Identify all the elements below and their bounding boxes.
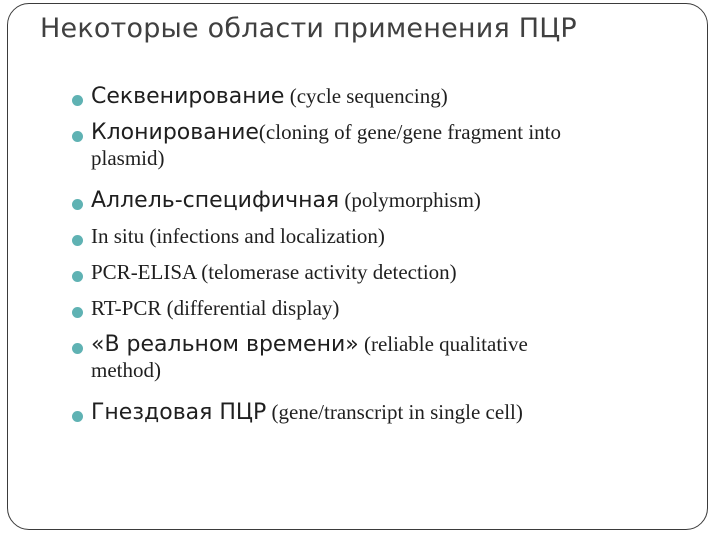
item-detail-text: (gene/transcript in single cell) [266,400,523,424]
bullet-list [72,84,672,436]
item-main-text: Клонирование [91,120,259,145]
item-detail-text: (cycle sequencing) [284,84,448,108]
bullet-icon [72,199,83,210]
list-item [72,260,672,296]
item-detail-continuation: method) [91,358,161,382]
item-detail-text: (cloning of gene/gene fragment into [258,120,561,144]
item-detail-text: In situ (infections and localization) [91,224,385,248]
bullet-icon [72,235,83,246]
item-main-text: Гнездовая ПЦР [91,400,267,425]
item-main-text: Аллель-специфичная [91,188,340,213]
list-item [72,188,672,224]
list-item [72,224,672,260]
list-item [72,120,672,188]
list-item [72,332,672,400]
item-main-text: «В реальном времени» [91,332,359,357]
item-detail-text: RT-PCR (differential display) [91,296,340,320]
list-item [72,296,672,332]
bullet-icon [72,307,83,318]
slide-title: Некоторые области применения ПЦР [40,13,577,44]
list-item [72,84,672,120]
bullet-icon [72,271,83,282]
bullet-icon [72,95,83,106]
item-detail-continuation: plasmid) [91,146,165,170]
item-detail-text: PCR-ELISA (telomerase activity detection) [91,260,457,284]
bullet-icon [72,411,83,422]
bullet-icon [72,131,83,142]
list-item [72,400,672,436]
item-main-text: Секвенирование [91,84,285,109]
item-detail-text: (reliable qualitative [358,332,528,356]
item-detail-text: (polymorphism) [339,188,481,212]
bullet-icon [72,343,83,354]
